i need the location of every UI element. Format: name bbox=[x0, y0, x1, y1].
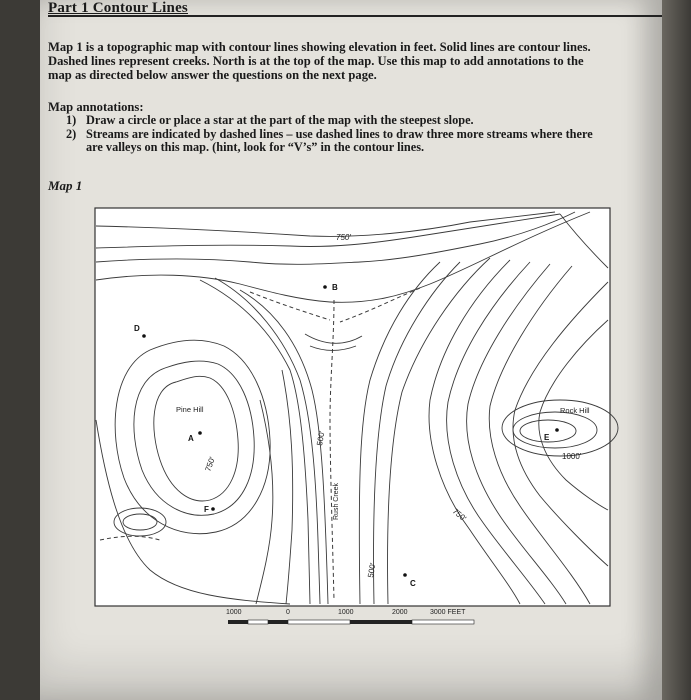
point-d-dot bbox=[142, 334, 146, 338]
rush-creek-label: Rush Creek bbox=[333, 483, 340, 520]
scale-segment bbox=[288, 620, 350, 624]
point-e-dot bbox=[555, 428, 559, 432]
contour-label-500-bottom: 500' bbox=[366, 562, 378, 579]
point-c-label: C bbox=[410, 579, 416, 588]
scale-label: 2000 bbox=[392, 609, 408, 616]
scale-label: 0 bbox=[286, 609, 290, 616]
annotation-text: Streams are indicated by dashed lines – use dashed lines to draw three more streams where there are valleys on this map. (hint, look for “V’s” in the contour lines. bbox=[86, 126, 593, 154]
point-b-label: B bbox=[332, 283, 338, 292]
scale-segment bbox=[228, 620, 248, 624]
contour-label-750-top: 750' bbox=[336, 233, 351, 242]
annotation-text: Draw a circle or place a star at the part of the map with the steepest slope. bbox=[86, 113, 474, 127]
intro-paragraph: Map 1 is a topographic map with contour lines showing elevation in feet. Solid lines are contour lines. Dashed lines represent creeks. North is at the top of the map. Use this map to add annotations to the map as directed below answer the questions on the next page. bbox=[48, 40, 591, 82]
annotation-number: 1) bbox=[66, 113, 77, 127]
point-a-label: A bbox=[188, 434, 194, 443]
scale-label: 3000 FEET bbox=[430, 609, 466, 616]
scale-label: 1000 bbox=[226, 609, 242, 616]
scale-segment bbox=[412, 620, 474, 624]
pine-hill-label: Pine Hill bbox=[176, 405, 204, 414]
scale-segment bbox=[268, 620, 288, 624]
contour-label-750-lower: 750' bbox=[450, 506, 468, 524]
point-e-label: E bbox=[544, 433, 550, 442]
point-a-dot bbox=[198, 431, 202, 435]
map-label: Map 1 bbox=[48, 178, 83, 193]
scale-segment bbox=[350, 620, 412, 624]
point-f-dot bbox=[211, 507, 215, 511]
contour-label-500-mid: 500' bbox=[315, 430, 327, 447]
point-c-dot bbox=[403, 573, 407, 577]
annotation-number: 2) bbox=[66, 126, 77, 141]
part-title: Part 1 Contour Lines bbox=[48, 0, 188, 16]
contour-label-750-left: 750' bbox=[203, 455, 217, 473]
scale-segment bbox=[248, 620, 268, 624]
map-frame bbox=[95, 208, 610, 606]
annotations-heading: Map annotations: bbox=[48, 100, 144, 114]
rock-hill-label: Rock Hill bbox=[560, 406, 590, 415]
point-d-label: D bbox=[134, 324, 140, 333]
point-f-label: F bbox=[204, 505, 209, 514]
scale-bar bbox=[226, 609, 474, 624]
point-b-dot bbox=[323, 285, 327, 289]
scale-label: 1000 bbox=[338, 609, 354, 616]
contour-label-1000: 1000' bbox=[562, 452, 582, 461]
